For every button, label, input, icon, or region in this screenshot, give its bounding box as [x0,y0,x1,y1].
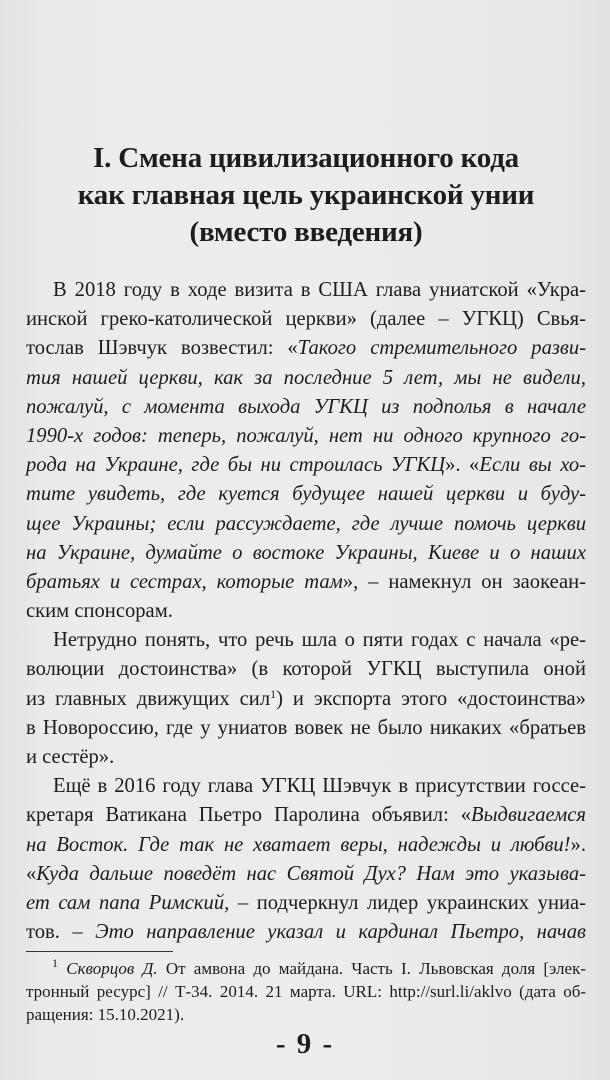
body-line: щее Украины; если рассуждаете, где лучше помочь церкви [26,512,586,535]
body-line: из главных движущих сил$^1$) и экспорта этого «достоинства» [26,686,586,710]
page-number: - 9 - [275,1028,335,1060]
body-line: тите увидеть, где куется будущее нашей церкви и буду- [26,483,586,506]
footnote-separator [26,951,173,952]
heading-line: как главная цель украинской унии [77,179,535,211]
body-line: инской греко-католической церкви» (далее – УГКЦ) Свья- [26,308,586,331]
body-line: волюции достоинства» (в которой УГКЦ выступила оной [26,658,586,681]
body-line: В 2018 году в ходе визита в США глава униатской «Укра- [53,279,586,301]
body-line: тия нашей церкви, как за последние 5 лет, мы не видели, [26,366,586,389]
footnote-number: 1 [52,956,58,970]
body-line: на Украине, думайте о востоке Украины, Киеве и о наших [26,541,586,564]
body-line: рода на Украине, где бы ни строилась УГКЦ». «Если вы хо- [26,454,587,477]
body-line: Нетрудно понять, что речь шла о пяти годах с начала «ре- [53,629,586,652]
body-line: «Куда дальше поведёт нас Святой Дух? Нам это указыва- [26,862,586,885]
chapter-heading [20,140,592,251]
body-line: 1990-х годов: теперь, пожалуй, нет ни одного крупного го- [26,424,586,447]
body-line: и сестёр». [26,746,115,768]
footnote-marker: 1 [270,686,277,701]
footnote-line: тронный ресурс] // Т-34. 2014. 21 марта. URL: http://surl.li/aklvo (дата об- [26,982,586,1001]
body-line: Ещё в 2016 году глава УГКЦ Шэвчук в присутствии госсе- [53,775,586,798]
body-line: ским спонсорам. [26,600,173,623]
body-line: в Новороссию, где у униатов вовек не было никаких «братьев [26,716,586,739]
body-line: тослав Шэвчук возвестил: «Такого стремительного разви- [26,337,586,360]
body-line: братьях и сестрах, которые там», – намекнул он заокеан- [26,570,586,593]
body-line: на Восток. Где так не хватает веры, надежды и любви!». [26,833,586,856]
body-text [0,276,610,947]
body-line: пожалуй, с момента выхода УГКЦ из подполья в начале [26,395,586,418]
body-line: ет сам папа Римский, – подчеркнул лидер украинских униа- [26,891,586,914]
footnote-line: $^1$ Скворцов Д. От амвона до майдана. Часть I. Львовская доля [элек- [52,956,586,978]
heading-line: (вместо введения) [189,216,423,248]
footnote-line: ращения: 15.10.2021). [26,1005,185,1024]
heading-line: I. Смена цивилизационного кода [93,142,519,174]
body-line: кретаря Ватикана Пьетро Паролина объявил: «Выдвигаемся [26,804,586,827]
footnote [0,957,610,1026]
body-line: тов. – Это направление указал и кардинал Пьетро, начав [26,921,586,944]
